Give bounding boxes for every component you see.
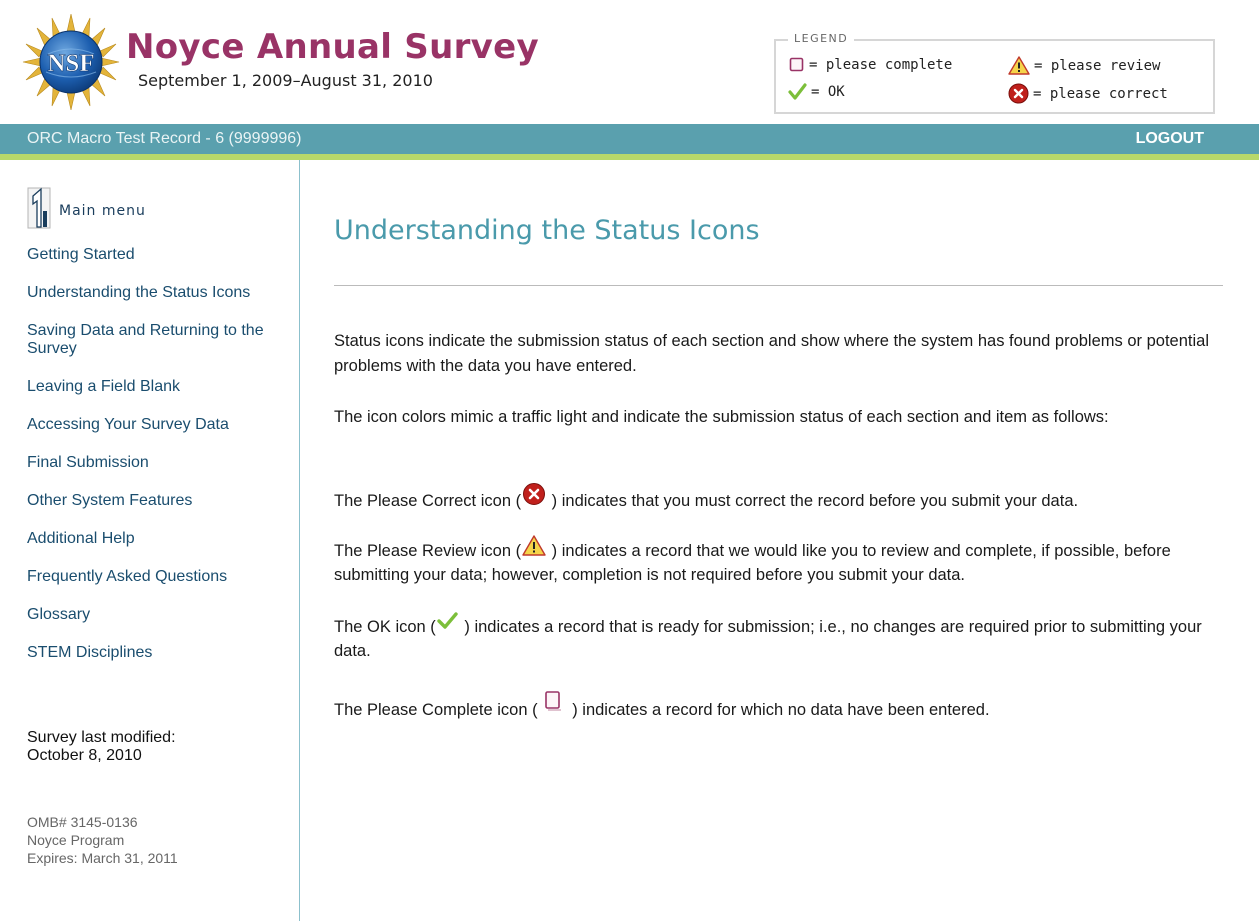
legend-item-please-review [1008,56,1160,75]
legend-label-please-correct: = please correct [1033,85,1168,102]
page-title: Understanding the Status Icons [334,215,760,246]
survey-period: September 1, 2009–August 31, 2010 [138,71,433,90]
ok-prefix: The OK icon ( [334,618,436,636]
traffic-light-paragraph: The icon colors mimic a traffic light and indicate the submission status of each section and item as follows: [334,408,1109,426]
heading-divider [334,285,1223,286]
please-correct-prefix: The Please Correct icon ( [334,492,522,510]
sidebar-item-final-submission[interactable]: Final Submission [27,454,149,471]
main-menu-label: Main menu [59,202,146,219]
sidebar-item-accessing-survey-data[interactable]: Accessing Your Survey Data [27,416,229,433]
sidebar [0,160,300,921]
logout-link[interactable]: LOGOUT [1135,130,1204,147]
intro-paragraph: Status icons indicate the submission status of each section and show where the system has found problems or potential problems with the data you have entered. [334,332,1209,375]
sidebar-nav [27,246,287,682]
please-correct-suffix: ) indicates that you must correct the record before you submit your data. [547,492,1079,510]
site-title: Noyce Annual Survey [126,27,539,67]
please-complete-paragraph [334,689,1214,725]
sidebar-item-faq[interactable]: Frequently Asked Questions [27,568,228,585]
record-name: ORC Macro Test Record - 6 (9999996) [27,130,302,147]
omb-info [27,813,178,867]
nsf-logo [20,14,122,110]
sidebar-item-glossary[interactable]: Glossary [27,606,91,623]
omb-expiration: Expires: March 31, 2011 [27,850,178,866]
nsf-logo-text: NSF [47,50,95,77]
please-correct-icon [1008,83,1029,104]
sidebar-item-stem-disciplines[interactable]: STEM Disciplines [27,644,153,661]
sidebar-item-leaving-field-blank[interactable]: Leaving a Field Blank [27,378,180,395]
please-complete-inline-icon [542,689,564,725]
please-correct-inline-icon [522,482,546,516]
ok-suffix: ) indicates a record that is ready for submission; i.e., no changes are required prior to submitting your data. [334,618,1202,660]
program-name: Noyce Program [27,832,125,848]
legend-title: LEGEND [788,32,854,45]
last-modified-date: October 8, 2010 [27,747,142,764]
legend-item-ok [788,83,845,101]
last-modified-label: Survey last modified: [27,729,176,746]
omb-number: OMB# 3145-0136 [27,814,138,830]
legend-label-please-complete: = please complete [809,56,953,73]
please-review-suffix: ) indicates a record that we would like you to review and complete, if possible, before submitting your data; however, completion is not required before you submit your data. [334,542,1171,584]
please-review-icon [1008,56,1030,75]
please-complete-icon [788,56,805,73]
main-menu-link[interactable] [27,187,146,234]
please-complete-suffix: ) indicates a record for which no data have been entered. [567,701,990,719]
record-bar [0,124,1259,154]
legend-item-please-correct [1008,83,1168,104]
sidebar-item-understanding-status-icons[interactable]: Understanding the Status Icons [27,284,251,301]
sidebar-item-saving-data[interactable]: Saving Data and Returning to the Survey [27,322,264,357]
page-header [0,0,1259,124]
status-legend [774,32,1215,114]
legend-label-ok: = OK [811,84,845,100]
sidebar-item-other-system-features[interactable]: Other System Features [27,492,193,509]
ok-icon [788,83,807,101]
sidebar-item-additional-help[interactable]: Additional Help [27,530,135,547]
survey-last-modified [27,729,176,765]
please-review-paragraph [334,535,1214,586]
legend-item-please-complete [788,56,952,73]
please-review-prefix: The Please Review icon ( [334,542,522,560]
please-complete-prefix: The Please Complete icon ( [334,701,538,719]
please-review-inline-icon [522,535,546,564]
sidebar-item-getting-started[interactable]: Getting Started [27,246,135,263]
legend-label-please-review: = please review [1034,57,1161,74]
ok-inline-icon [437,611,459,640]
please-correct-paragraph [334,482,1214,516]
ok-paragraph [334,611,1214,662]
main-menu-icon [27,187,51,234]
